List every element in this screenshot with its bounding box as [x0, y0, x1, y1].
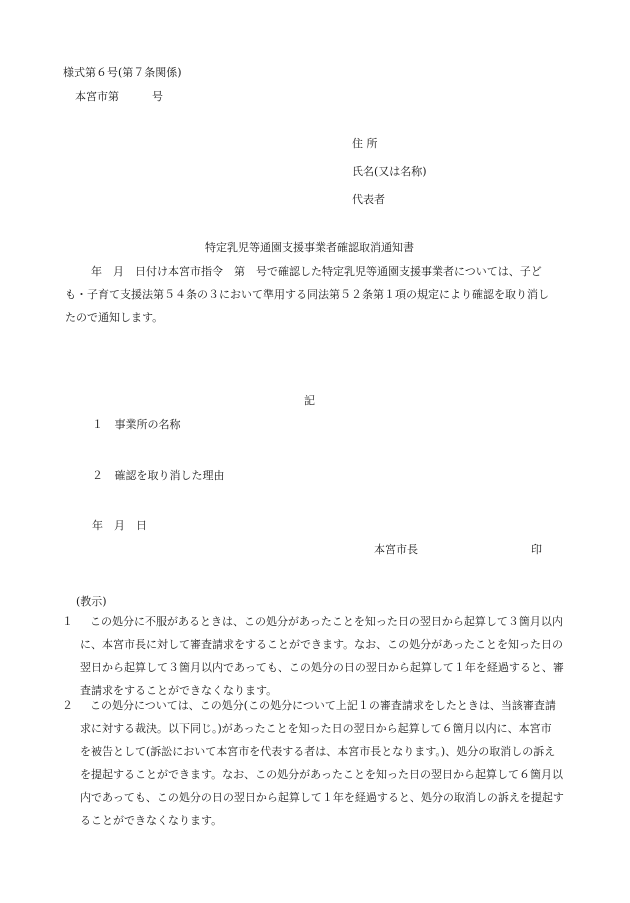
document-number: 本宮市第 号	[75, 90, 163, 103]
seal-mark: 印	[531, 543, 542, 556]
item-2	[92, 470, 225, 481]
instruction-paragraph-2	[62, 694, 588, 832]
instruction-line: 求に対する裁決。以下同じ。)があったことを知った日の翌日から起算して６箇月以内に、本宮市	[80, 722, 552, 735]
instruction-line: を提起することができます。なお、この処分があったことを知った日の翌日から起算して６箇月以	[80, 768, 564, 781]
document-title: 特定乳児等通園支援事業者確認取消通知書	[205, 241, 414, 254]
instruction-number: ２	[62, 699, 73, 712]
addressee-representative: 代表者	[352, 193, 385, 206]
notice-body-line: 年 月 日付け本宮市指令 第 号で確認した特定乳児等通園支援事業者については、子ど	[91, 265, 542, 278]
notice-body	[65, 260, 585, 329]
form-label: 様式第６号(第７条関係)	[63, 66, 182, 79]
instruction-line: 内であっても、この処分の日の翌日から起算して１年を経過すると、処分の取消しの訴えを提起す	[80, 791, 564, 804]
notice-body-line: も・子育て支援法第５４条の３において準用する同法第５２条第１項の規定により確認を取り消し	[65, 288, 549, 301]
item-1	[92, 419, 181, 430]
instruction-heading: (教示)	[76, 595, 107, 608]
instruction-line: に、本宮市長に対して審査請求をすることができます。なお、この処分があったことを知った日の	[80, 638, 564, 651]
instruction-line: を被告として(訴訟において本宮市を代表する者は、本宮市長となります。)、処分の取消しの訴え	[80, 745, 556, 758]
addressee-address: 住 所	[352, 137, 378, 150]
instruction-line: この処分については、この処分(この処分について上記１の審査請求をしたときは、当該審査請	[90, 699, 556, 712]
instruction-paragraph-1	[62, 610, 588, 702]
addressee-name: 氏名(又は名称)	[352, 165, 427, 178]
item-label: 事業所の名称	[114, 418, 181, 431]
ki-mark: 記	[304, 394, 315, 407]
instruction-line: この処分に不服があるときは、この処分があったことを知った日の翌日から起算して３箇月以内	[90, 615, 563, 628]
instruction-number: １	[62, 615, 73, 628]
instruction-line: ることができなくなります。	[80, 814, 223, 827]
item-number: １	[92, 418, 103, 431]
instruction-line: 査請求をすることができなくなります。	[80, 684, 278, 697]
issue-date: 年 月 日	[92, 519, 147, 532]
item-number: ２	[92, 469, 103, 482]
instruction-line: 翌日から起算して３箇月以内であっても、この処分の日の翌日から起算して１年を経過すると、審	[80, 661, 564, 674]
notice-body-line: たので通知します。	[65, 311, 164, 324]
item-label: 確認を取り消した理由	[114, 469, 225, 482]
issuer-name: 本宮市長	[374, 543, 418, 556]
